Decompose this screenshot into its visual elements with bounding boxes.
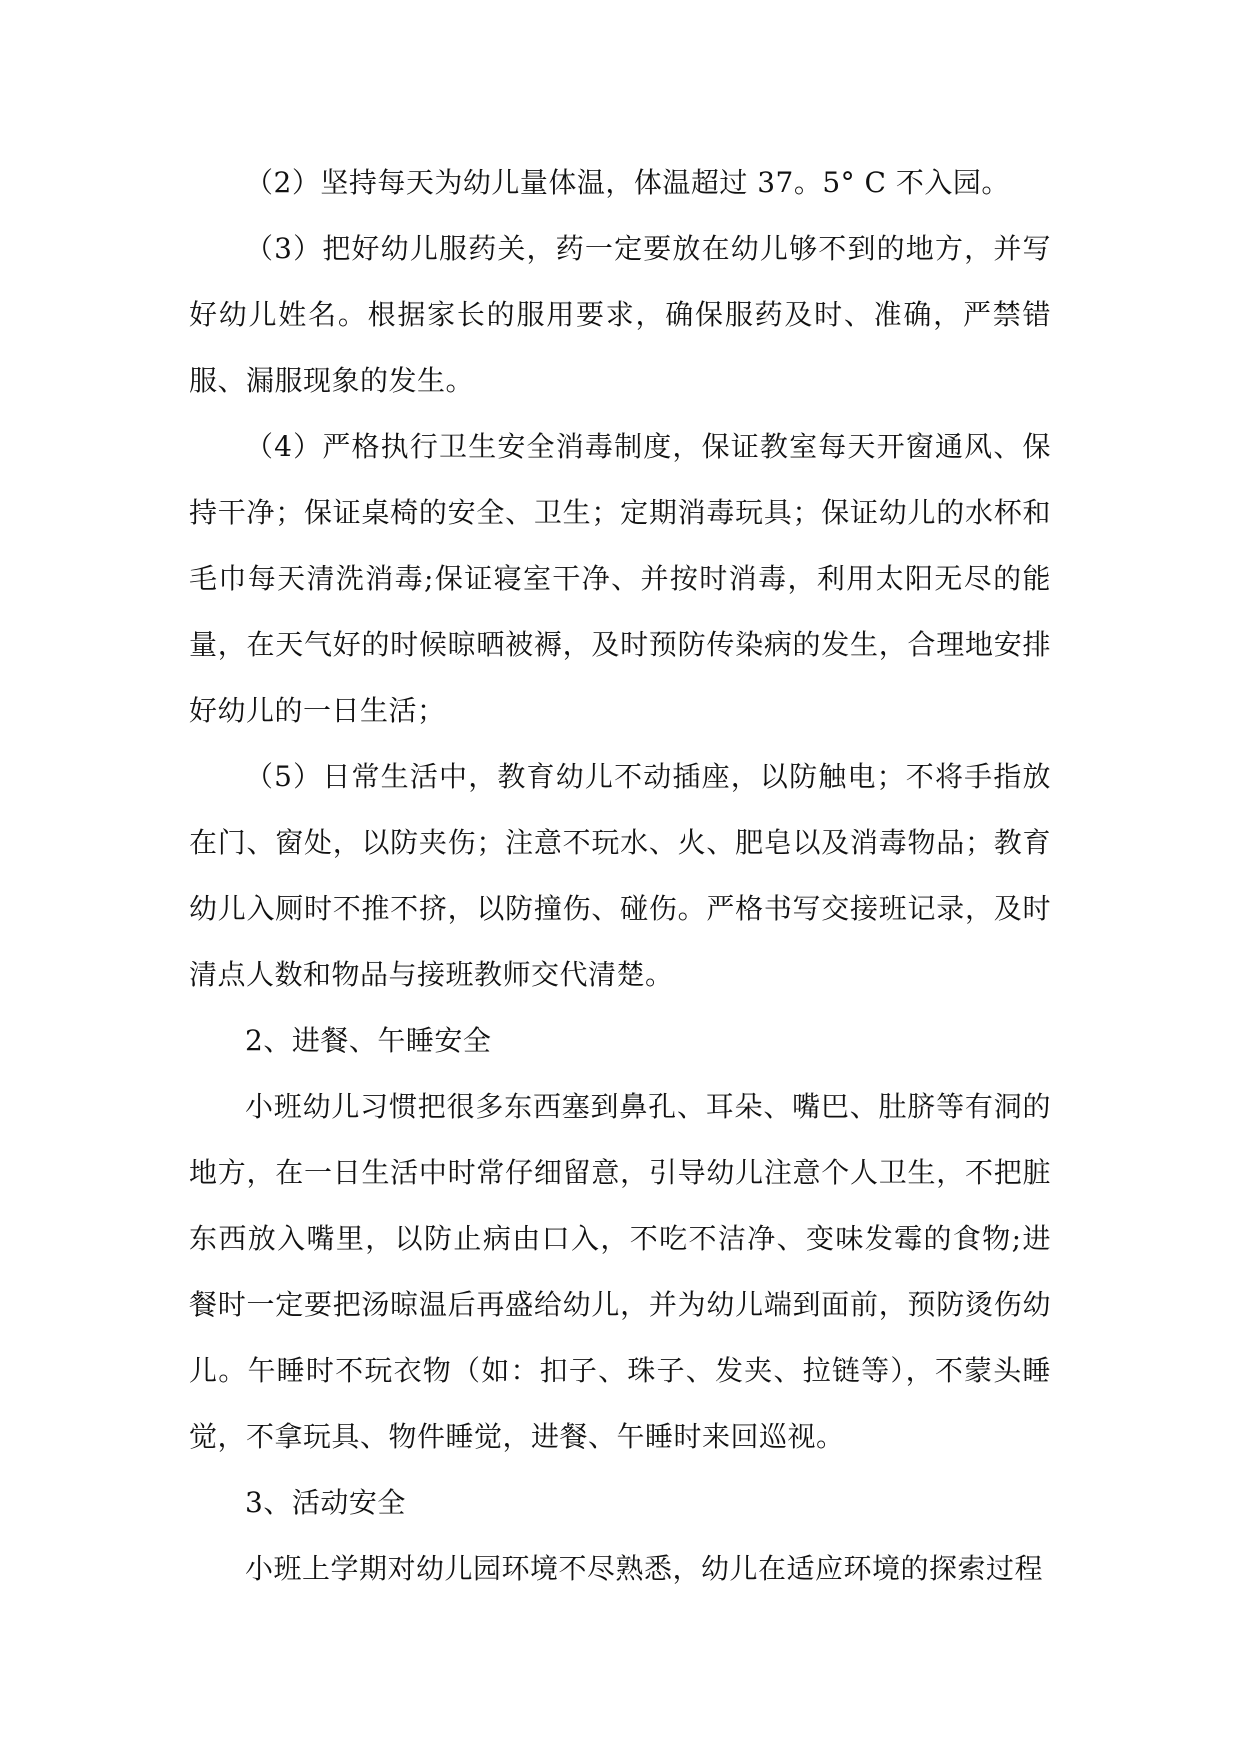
document-body xyxy=(189,150,1051,1602)
paragraph-temperature-check: （2）坚持每天为幼儿量体温，体温超过 37。5° C 不入园。 xyxy=(245,166,1010,199)
paragraph-disinfection: （4）严格执行卫生安全消毒制度，保证教室每天开窗通风、保持干净；保证桌椅的安全、卫生；定期消毒玩具；保证幼儿的水杯和毛巾每天清洗消毒;保证寝室干净、并按时消毒，利用太阳无尽的能量，在天气好的时候晾晒被褥，及时预防传染病的发生，合理地安排好幼儿的一日生活； xyxy=(189,430,1051,727)
section-heading-meal-nap-safety: 2、进餐、午睡安全 xyxy=(245,1024,492,1057)
paragraph-medication: （3）把好幼儿服药关，药一定要放在幼儿够不到的地方，并写好幼儿姓名。根据家长的服用要求，确保服药及时、准确，严禁错服、漏服现象的发生。 xyxy=(189,232,1051,397)
paragraph-daily-safety: （5）日常生活中，教育幼儿不动插座，以防触电；不将手指放在门、窗处，以防夹伤；注意不玩水、火、肥皂以及消毒物品；教育幼儿入厕时不推不挤，以防撞伤、碰伤。严格书写交接班记录，及时清点人数和物品与接班教师交代清楚。 xyxy=(189,760,1051,991)
paragraph-activity: 小班上学期对幼儿园环境不尽熟悉，幼儿在适应环境的探索过程 xyxy=(245,1552,1044,1585)
paragraph-meal-nap: 小班幼儿习惯把很多东西塞到鼻孔、耳朵、嘴巴、肚脐等有洞的地方，在一日生活中时常仔细留意，引导幼儿注意个人卫生，不把脏东西放入嘴里，以防止病由口入，不吃不洁净、变味发霉的食物;进餐时一定要把汤晾温后再盛给幼儿，并为幼儿端到面前，预防烫伤幼儿。午睡时不玩衣物（如：扣子、珠子、发夹、拉链等），不蒙头睡觉，不拿玩具、物件睡觉，进餐、午睡时来回巡视。 xyxy=(189,1090,1051,1453)
section-heading-activity-safety: 3、活动安全 xyxy=(245,1486,406,1519)
